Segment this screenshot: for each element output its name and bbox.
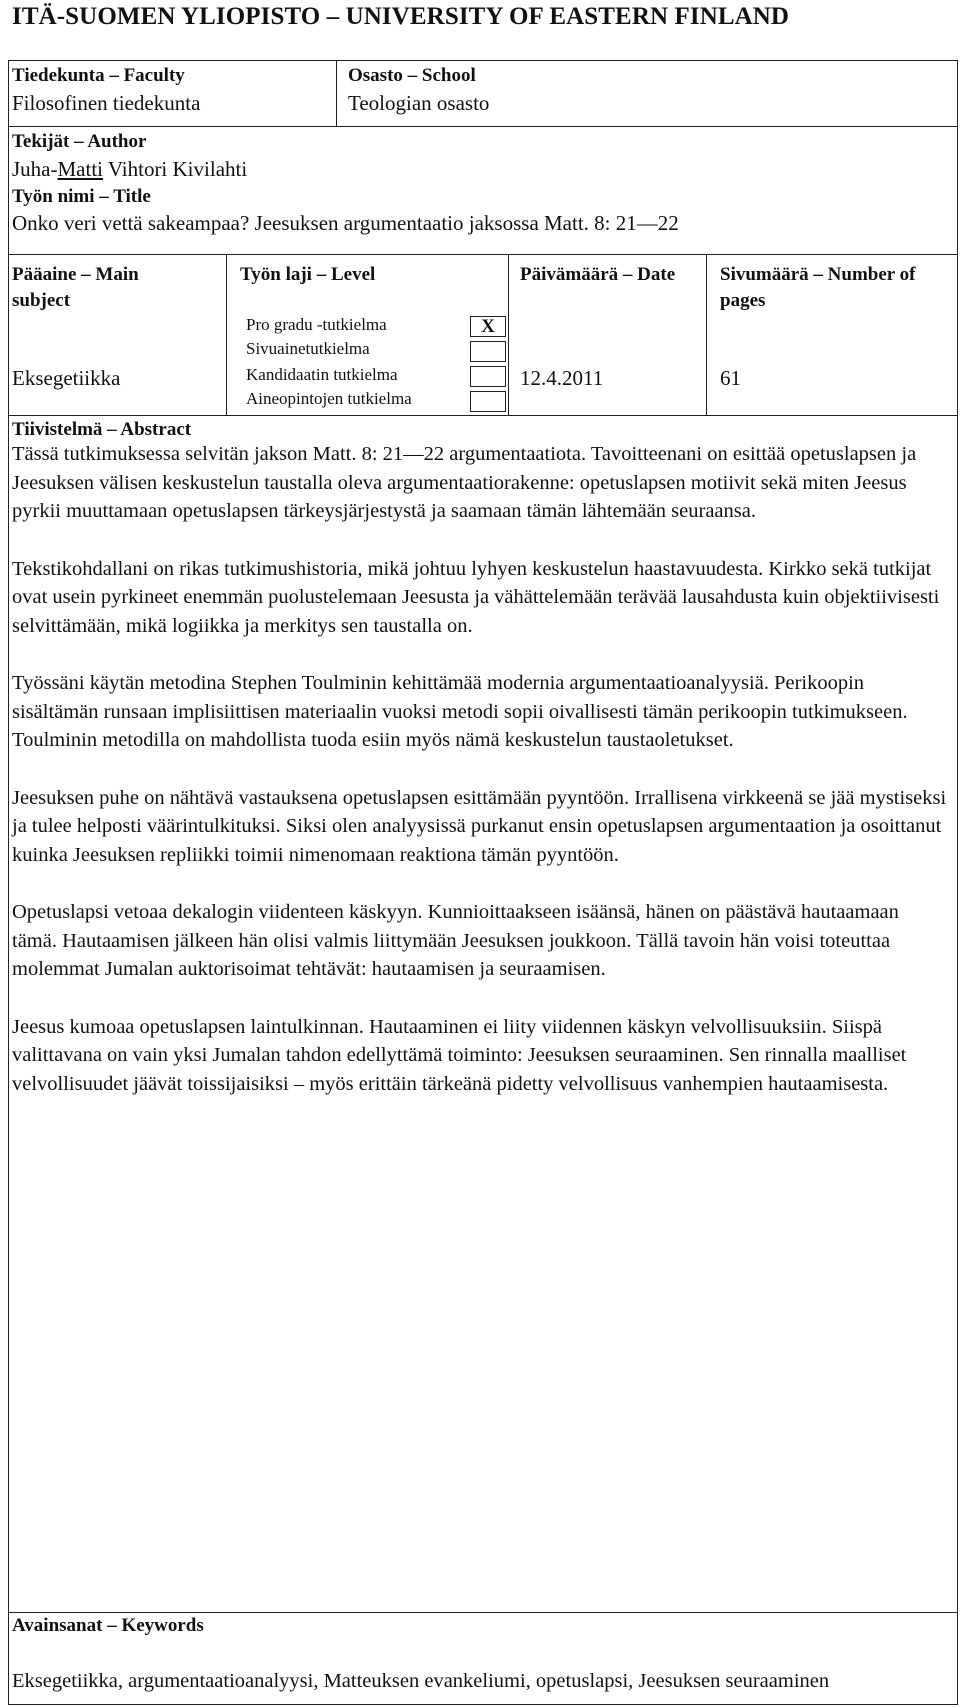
level-checkbox: X bbox=[470, 316, 506, 337]
author-first-part: Juha- bbox=[12, 157, 58, 181]
main-subject-value: Eksegetiikka bbox=[12, 366, 121, 390]
main-subject-label: Pääaine – Main bbox=[12, 264, 139, 285]
author-underlined-part: Matti bbox=[57, 157, 103, 181]
faculty-label: Tiedekunta – Faculty bbox=[12, 65, 185, 86]
divider bbox=[8, 415, 958, 416]
faculty-value: Filosofinen tiedekunta bbox=[12, 91, 201, 115]
abstract-paragraph: Työssäni käytän metodina Stephen Toulminin kehittämää modernia argumentaatioanalyysiä. Perikoopin sisältämän runsaan implisiittisen materiaalin vuoksi metodi sopii oivallisesti tämän perikoopin tutkimukseen. Toulminin metodilla on mahdollista tuoda esiin myös nämä keskustelun taustaoletukset. bbox=[12, 672, 908, 751]
abstract-label: Tiivistelmä – Abstract bbox=[12, 419, 192, 440]
school-value: Teologian osasto bbox=[348, 91, 490, 115]
level-option-label: Aineopintojen tutkielma bbox=[246, 389, 412, 408]
abstract-paragraph: Tässä tutkimuksessa selvitän jakson Matt. 8: 21—22 argumentaatiota. Tavoitteenani on esittää opetuslapsen ja Jeesuksen välisen keskustelun taustalla oleva argumentaatiorakenne: opetuslapsen motiivit sekä miten Jeesus pyrkii muuttamaan opetuslapsen tärkeysjärjestystä ja saamaan tämän lähtemään seuraansa. bbox=[12, 443, 917, 522]
divider bbox=[226, 254, 227, 415]
main-subject-label-cont: subject bbox=[12, 290, 71, 311]
keywords-value: Eksegetiikka, argumentaatioanalyysi, Matteuksen evankeliumi, opetuslapsi, Jeesuksen seuraaminen bbox=[12, 1670, 830, 1692]
date-label: Päivämäärä – Date bbox=[520, 264, 676, 285]
title-value: Onko veri vettä sakeampaa? Jeesuksen argumentaatio jaksossa Matt. 8: 21—22 bbox=[12, 211, 679, 235]
level-checkbox bbox=[470, 366, 506, 387]
university-heading: ITÄ-SUOMEN YLIOPISTO – UNIVERSITY OF EASTERN FINLAND bbox=[12, 3, 790, 30]
abstract-paragraph: Opetuslapsi vetoaa dekalogin viidenteen käskyyn. Kunnioittaakseen isäänsä, hänen on päästävä hautaamaan tämä. Hautaamisen jälkeen hän olisi valmis liittymään Jeesuksen joukkoon. Tällä tavoin hän voisi toteuttaa molemmat Jumalan auktorisoimat tehtävät: hautaamisen ja seuraamisen. bbox=[12, 901, 899, 980]
divider bbox=[336, 60, 337, 126]
level-label: Työn laji – Level bbox=[240, 264, 376, 285]
abstract-paragraph: Jeesus kumoaa opetuslapsen laintulkinnan. Hautaaminen ei liity viidennen käskyn velvollisuuksiin. Siispä valittavana on vain yksi Jumalan tahdon edellyttämä toiminto: Jeesuksen seuraaminen. Sen rinnalla maalliset velvollisuudet jäävät toissijaisiksi – myös erittäin tärkeänä pidetty velvollisuus vanhempien hautaamisesta. bbox=[12, 1015, 907, 1095]
level-option-label: Sivuainetutkielma bbox=[246, 339, 370, 358]
divider bbox=[8, 126, 958, 127]
school-label: Osasto – School bbox=[348, 65, 476, 86]
pages-label-cont: pages bbox=[720, 290, 766, 311]
level-checkbox bbox=[470, 341, 506, 362]
abstract-paragraph: Tekstikohdallani on rikas tutkimushistoria, mikä johtuu lyhyen keskustelun haastavuudesta. Kirkko sekä tutkijat ovat usein pyrkineet enemmän puolustelemaan Jeesusta ja vähättelemään terävää lausahdusta kuin objektiivisesti selvittämään, mikä logiikka ja merkitys sen taustalla on. bbox=[12, 557, 940, 637]
divider bbox=[508, 254, 509, 415]
divider bbox=[8, 254, 958, 255]
level-option-label: Pro gradu -tutkielma bbox=[246, 315, 387, 334]
author-rest: Vihtori Kivilahti bbox=[103, 157, 248, 181]
pages-label: Sivumäärä – Number of bbox=[720, 264, 916, 285]
pages-value: 61 bbox=[720, 366, 741, 390]
divider bbox=[8, 1612, 958, 1613]
divider bbox=[706, 254, 707, 415]
author-label: Tekijät – Author bbox=[12, 131, 147, 152]
abstract-paragraph: Jeesuksen puhe on nähtävä vastauksena opetuslapsen esittämään pyyntöön. Irrallisena virkkeenä se jää mystiseksi ja tulee helposti väärintulkituksi. Siksi olen analyysissä purkanut ensin opetuslapsen argumentaation ja osoittanut kuinka Jeesuksen repliikki toimii nimenomaan reaktiona tämän pyyntöön. bbox=[12, 786, 947, 866]
level-option-label: Kandidaatin tutkielma bbox=[246, 365, 398, 384]
level-checkbox bbox=[470, 391, 506, 412]
author-value bbox=[12, 157, 247, 181]
abstract-body bbox=[12, 440, 947, 1127]
keywords-label: Avainsanat – Keywords bbox=[12, 1615, 204, 1636]
title-label: Työn nimi – Title bbox=[12, 186, 151, 207]
date-value: 12.4.2011 bbox=[520, 366, 604, 390]
